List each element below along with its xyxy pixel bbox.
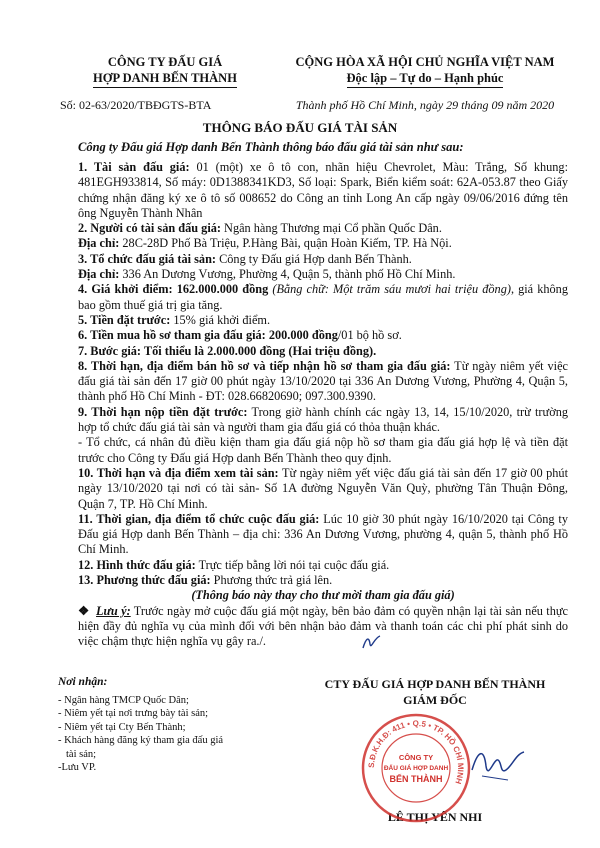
- date-line: Thành phố Hồ Chí Minh, ngày 29 tháng 09 năm 2020: [295, 98, 555, 112]
- item-2: 2. Người có tài sản đấu giá: Ngân hàng Thương mại Cổ phần Quốc Dân.: [78, 221, 442, 236]
- item-1: 1. Tài sản đấu giá: 01 (một) xe ô tô con, nhãn hiệu Chevrolet, Màu: Trắng, Số khung: 481EGH933814, Số máy: 0D1388341KD3, Số loại: Spark, Biển kiểm soát: 62A-053.87 theo Giấy chứng nhận đăng ký xe ô tô số 008652 do Công an tỉnh Long An cấp ngày 09/06/2016 đứng tên ông Nguyễn Thành Nhân: [78, 160, 568, 220]
- nation-title: CỘNG HÒA XÃ HỘI CHỦ NGHĨA VIỆT NAM: [295, 55, 555, 69]
- recipients-block: [58, 676, 268, 775]
- recipient-line: tài sản;: [66, 748, 97, 760]
- signer-name: LÊ THỊ YẾN NHI: [387, 810, 483, 824]
- item-6: 6. Tiền mua hồ sơ tham gia đấu giá: 200.000 đồng/01 bộ hồ sơ.: [78, 328, 402, 343]
- document-body: [78, 160, 568, 650]
- company-seal: [360, 712, 472, 824]
- motto: Độc lập – Tự do – Hạnh phúc: [347, 70, 504, 88]
- recipient-line: - Khách hàng đăng ký tham gia đấu giá: [58, 735, 224, 746]
- item-7: 7. Bước giá: Tối thiểu là 2.000.000 đồng (Hai triệu đồng).: [78, 343, 377, 358]
- svg-text:CÔNG TY: CÔNG TY: [398, 753, 434, 762]
- item-9: 9. Thời hạn nộp tiền đặt trước: Trong giờ hành chính các ngày 13, 14, 15/10/2020, trừ trường hợp tổ chức đấu giá tài sản và người tham gia đấu giá có thỏa thuận khác.: [78, 404, 568, 435]
- item-9-extra: - Tổ chức, cá nhân đủ điều kiện tham gia đấu giá nộp hồ sơ tham gia đấu giá hợp lệ và tiền đặt trước cho Công ty Đấu giá Hợp danh Bến Thành theo quy định.: [78, 435, 568, 465]
- recipients-heading: Nơi nhận:: [58, 676, 108, 688]
- svg-text:BẾN THÀNH: BẾN THÀNH: [389, 774, 443, 784]
- item-12: 12. Hình thức đấu giá: Trực tiếp bằng lời nói tại cuộc đấu giá.: [78, 557, 390, 572]
- item-8: 8. Thời hạn, địa điểm bán hồ sơ và tiếp nhận hồ sơ tham gia đấu giá: Từ ngày niêm yết việc đấu giá tài sản đến 17 giờ 00 phút ngày 13/10/2020 tại 336 An Dương Vương, Phường 4, Quận 5, thành phố Hồ Chí Minh - ĐT: 028.66820690; 097.300.9390.: [78, 358, 568, 404]
- recipient-line: - Ngân hàng TMCP Quốc Dân;: [58, 694, 189, 706]
- signature-org: CTY ĐẤU GIÁ HỢP DANH BẾN THÀNH: [324, 677, 546, 691]
- item-3-address: Địa chỉ: 336 An Dương Vương, Phường 4, Quận 5, thành phố Hồ Chí Minh.: [78, 267, 456, 282]
- caution-note: ❖ Lưu ý: Trước ngày mở cuộc đấu giá một ngày, bên bảo đảm có quyền nhận lại tài sản nếu thực hiện đầy đủ nghĩa vụ của mình đối với bên nhận bảo đảm và thanh toán các chi phí phát sinh do việc chậm thực hiện nghĩa vụ gây ra./.: [78, 603, 568, 649]
- item-2-address: Địa chỉ: 28C-28D Phố Bà Triệu, P.Hàng Bài, quận Hoàn Kiếm, TP. Hà Nội.: [78, 236, 452, 251]
- item-11: 11. Thời gian, địa điểm tổ chức cuộc đấu giá: Lúc 10 giờ 30 phút ngày 16/10/2020 tại Công ty Đấu giá Hợp danh Bến Thành – địa chỉ: 336 An Dương Vương, phường 4, quận 5, thành phố Hồ Chí Minh.: [78, 511, 568, 557]
- company-name-line1: CÔNG TY ĐẤU GIÁ: [107, 55, 223, 69]
- svg-text:ĐẤU GIÁ HỢP DANH: ĐẤU GIÁ HỢP DANH: [383, 765, 449, 772]
- replace-note: (Thông báo này thay cho thư mời tham gia đấu giá): [191, 588, 455, 603]
- document-number: Số: 02-63/2020/TBĐGTS-BTA: [60, 98, 212, 112]
- signature-role: GIÁM ĐỐC: [403, 693, 467, 707]
- handwritten-signature: [468, 740, 528, 790]
- item-13: 13. Phương thức đấu giá: Phương thức trả giá lên.: [78, 573, 333, 588]
- company-name-line2: HỢP DANH BẾN THÀNH: [93, 70, 237, 88]
- initial-signature: [360, 632, 384, 656]
- caution-bullet-icon: ❖: [78, 603, 90, 618]
- recipient-line: - Niêm yết tại nơi trưng bày tài sản;: [58, 708, 209, 719]
- item-4: 4. Giá khởi điểm: 162.000.000 đồng (Bằng chữ: Một trăm sáu mươi hai triệu đồng), giá không bao gồm thuế giá trị gia tăng.: [78, 282, 568, 312]
- document-title: THÔNG BÁO ĐẤU GIÁ TÀI SẢN: [202, 120, 398, 135]
- item-10: 10. Thời hạn và địa điểm xem tài sản: Từ ngày niêm yết việc đấu giá tài sản đến 17 giờ 00 phút ngày 13/10/2020 tại nơi có tài sản- Số 1A đường Nguyễn Văn Quỳ, phường Tân Thuận Đông, Quận 7, TP. Hồ Chí Minh.: [78, 465, 568, 511]
- recipient-line: -Lưu VP.: [58, 762, 97, 773]
- svg-text:S.Đ.K.H.Đ: 411 • Q.5 • TP. HỒ: S.Đ.K.H.Đ: 411 • Q.5 • TP. HỒ CHÍ MINH: [366, 718, 466, 786]
- item-5: 5. Tiền đặt trước: 15% giá khởi điểm.: [78, 312, 271, 327]
- company-header: [50, 54, 280, 113]
- item-3: 3. Tổ chức đấu giá tài sản: Công ty Đấu giá Hợp danh Bến Thành.: [78, 251, 412, 266]
- national-header: [270, 54, 580, 113]
- recipient-line: - Niêm yết tại Cty Bến Thành;: [58, 721, 186, 733]
- intro-line: Công ty Đấu giá Hợp danh Bến Thành thông báo đấu giá tài sản như sau:: [78, 140, 464, 154]
